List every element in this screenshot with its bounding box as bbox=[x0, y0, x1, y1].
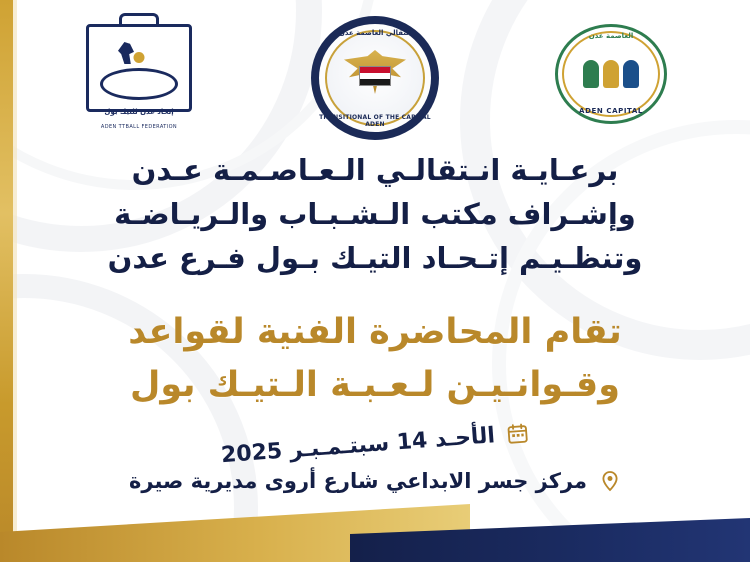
aden-label-ar: العاصمة عدن bbox=[588, 32, 634, 40]
event-title-block bbox=[30, 306, 720, 411]
logo-aden-capital bbox=[541, 16, 681, 124]
emblem-label-en: TRANSITIONAL OF THE CAPITAL ADEN bbox=[319, 114, 431, 128]
map-pin-icon bbox=[599, 469, 621, 493]
southern-transitional-council-emblem-icon bbox=[311, 16, 439, 140]
flag-icon bbox=[359, 66, 391, 86]
ball-icon bbox=[134, 52, 145, 63]
event-date-text: الأحـد 14 سبتـمـبـر 2025 bbox=[220, 423, 496, 469]
event-title-line-2: وقـوانـيـن لـعـبـة الـتيـك بول bbox=[130, 364, 620, 405]
logo-label-ar: إتحاد عدن للتيك بول bbox=[104, 108, 174, 116]
bottom-ribbon bbox=[0, 504, 750, 562]
event-location-text: مركز جسر الابداعي شارع أروى مديرية صيرة bbox=[129, 469, 588, 493]
logo-aden-tt-federation bbox=[69, 16, 209, 130]
aden-label-en: ADEN CAPITAL bbox=[579, 107, 643, 115]
people-group-icon bbox=[583, 54, 639, 88]
racket-oval-icon bbox=[100, 68, 178, 100]
logo-label-en: ADEN TTBALL FEDERATION bbox=[100, 124, 178, 130]
headline-line-3: وتنظـيـم إتـحـاد التيـك بـول فـرع عدن bbox=[107, 241, 643, 276]
table-tennis-federation-logo-icon bbox=[80, 22, 198, 130]
emblem-label-ar: انتقالي العاصمة عدن bbox=[338, 29, 412, 37]
aden-capital-logo-icon bbox=[555, 24, 667, 124]
headline-line-2: وإشـراف مكتب الـشـبـاب والـريـاضـة bbox=[114, 197, 636, 232]
headline-block bbox=[38, 148, 712, 280]
event-title-line-1: تقام المحاضرة الفنية لقواعد bbox=[128, 312, 622, 352]
event-meta bbox=[0, 423, 750, 505]
logo-southern-transitional-council bbox=[305, 16, 445, 140]
logo-row bbox=[0, 16, 750, 146]
calendar-icon bbox=[506, 421, 530, 447]
headline-line-1: برعـايـة انـتقالـي الـعـاصـمـة عـدن bbox=[131, 153, 619, 187]
